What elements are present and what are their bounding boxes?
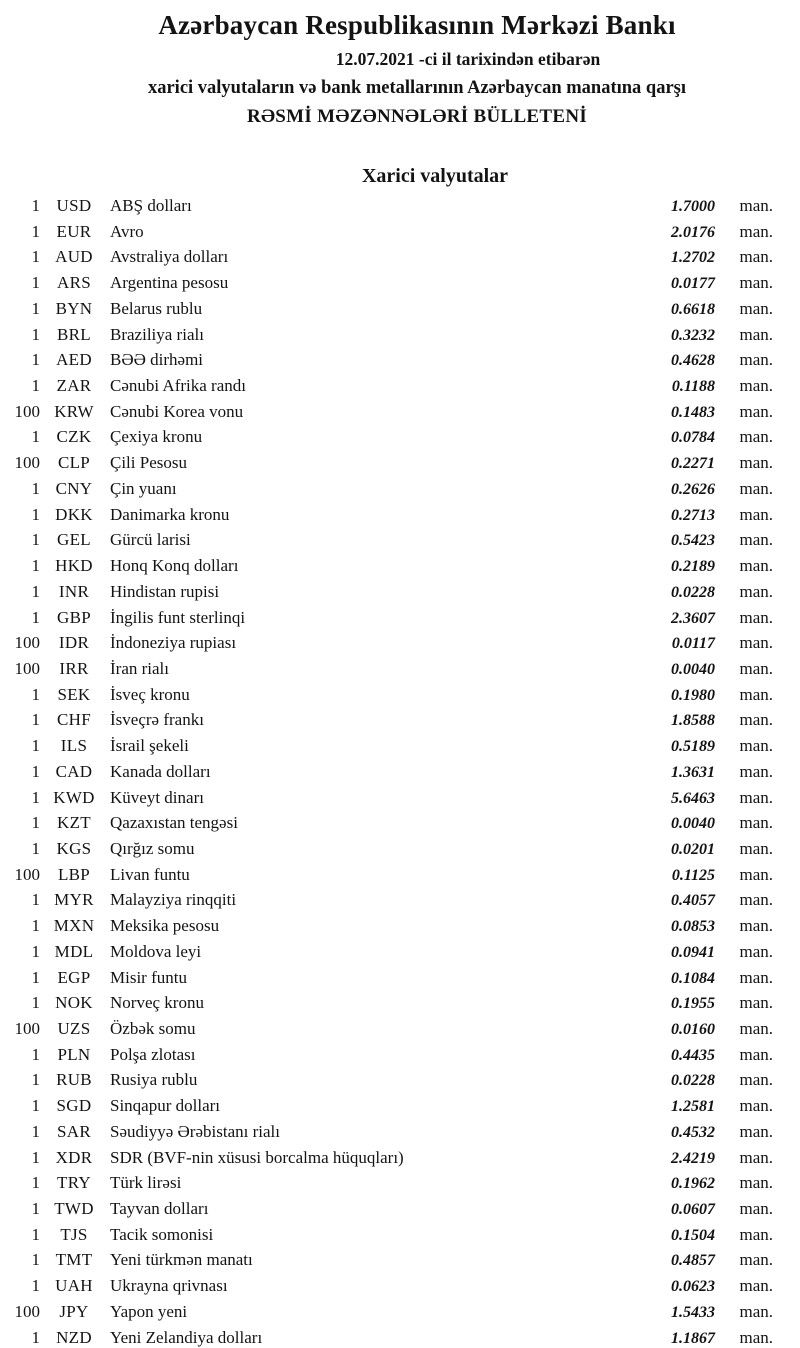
currency-quantity: 1	[31, 813, 40, 833]
currency-quantity: 1	[31, 298, 40, 318]
bank-name-title: Azərbaycan Respublikasının Mərkəzi Bankı	[158, 10, 676, 40]
unit-label: man.	[739, 1147, 773, 1167]
unit-label: man.	[739, 504, 773, 524]
rate-row	[0, 656, 800, 682]
rate-row	[0, 1093, 800, 1119]
currency-quantity: 1	[31, 607, 40, 627]
currency-name: İngilis funt sterlinqi	[110, 607, 246, 627]
currency-quantity: 1	[31, 504, 40, 524]
rate-row	[0, 450, 800, 476]
currency-code: CNY	[55, 478, 93, 498]
currency-name: İsveçrə frankı	[110, 710, 204, 730]
rate-row	[0, 502, 800, 528]
currency-code: SGD	[56, 1096, 92, 1116]
unit-label: man.	[739, 736, 773, 756]
currency-code: ARS	[57, 273, 91, 293]
currency-quantity: 100	[14, 401, 40, 421]
unit-label: man.	[739, 838, 773, 858]
currency-quantity: 1	[31, 1173, 40, 1193]
currency-quantity: 1	[31, 376, 40, 396]
rate-row	[0, 1145, 800, 1171]
unit-label: man.	[739, 941, 773, 961]
rate-row	[0, 270, 800, 296]
unit-label: man.	[739, 350, 773, 370]
rate-row	[0, 862, 800, 888]
currency-name: Ukrayna qrivnası	[110, 1276, 228, 1296]
currency-name: Avstraliya dolları	[110, 247, 229, 267]
unit-label: man.	[739, 1070, 773, 1090]
currency-code: UAH	[55, 1276, 93, 1296]
exchange-rate-value: 0.3232	[671, 326, 715, 344]
currency-quantity: 1	[31, 710, 40, 730]
exchange-rate-value: 0.1504	[671, 1226, 715, 1244]
rate-row	[0, 785, 800, 811]
unit-label: man.	[739, 556, 773, 576]
currency-code: TRY	[57, 1173, 91, 1193]
currency-name: Sinqapur dolları	[110, 1096, 221, 1116]
currency-code: AUD	[55, 247, 93, 267]
exchange-rate-value: 1.8588	[671, 712, 715, 730]
exchange-rate-value: 0.4857	[671, 1252, 715, 1270]
currency-name: Qırğız somu	[110, 838, 195, 858]
unit-label: man.	[739, 1096, 773, 1116]
currency-name: ABŞ dolları	[110, 196, 192, 215]
currency-name: Gürcü larisi	[110, 530, 191, 550]
currency-name: Argentina pesosu	[110, 273, 229, 293]
rate-row	[0, 605, 800, 631]
currency-code: INR	[58, 581, 90, 601]
exchange-rate-value: 1.2581	[671, 1098, 715, 1116]
currency-quantity: 1	[31, 890, 40, 910]
exchange-rate-value: 2.0176	[671, 223, 715, 241]
currency-code: IRR	[59, 658, 89, 678]
currency-code: GEL	[57, 530, 91, 550]
exchange-rate-value: 0.1980	[671, 686, 715, 704]
exchange-rate-value: 5.6463	[671, 789, 715, 807]
currency-code: RUB	[56, 1070, 92, 1090]
unit-label: man.	[739, 1199, 773, 1219]
section-title-foreign-currencies: Xarici valyutalar	[361, 165, 509, 187]
unit-label: man.	[739, 1121, 773, 1141]
currency-code: KWD	[53, 787, 95, 807]
rate-row	[0, 1067, 800, 1093]
exchange-rate-value: 0.0160	[671, 1021, 715, 1038]
unit-label: man.	[739, 813, 773, 833]
rate-row	[0, 707, 800, 733]
currency-quantity: 1	[31, 787, 40, 807]
exchange-rate-value: 2.4219	[671, 1149, 715, 1167]
currency-quantity: 1	[31, 967, 40, 987]
exchange-rate-value: 0.1955	[671, 995, 715, 1013]
unit-label: man.	[739, 298, 773, 318]
exchange-rate-value: 0.0040	[671, 815, 715, 833]
exchange-rate-value: 1.5433	[671, 1303, 715, 1321]
rate-row	[0, 836, 800, 862]
exchange-rate-value: 0.2626	[671, 480, 715, 498]
currency-code: AED	[56, 350, 92, 370]
currency-code: DKK	[55, 504, 93, 524]
currency-name: Çili Pesosu	[110, 453, 187, 473]
currency-code: SAR	[57, 1121, 91, 1141]
currency-quantity: 1	[31, 916, 40, 936]
unit-label: man.	[739, 1276, 773, 1296]
exchange-rate-value: 0.0941	[671, 943, 715, 961]
currency-quantity: 1	[31, 1121, 40, 1141]
currency-quantity: 1	[31, 530, 40, 550]
currency-quantity: 100	[14, 864, 40, 884]
currency-name: Belarus rublu	[110, 298, 203, 318]
rate-row	[0, 1170, 800, 1196]
currency-code: PLN	[57, 1044, 91, 1064]
rate-row	[0, 1042, 800, 1068]
unit-label: man.	[739, 1250, 773, 1270]
exchange-rate-value: 0.5423	[671, 532, 715, 550]
unit-label: man.	[739, 658, 773, 678]
currency-name: Yeni Zelandiya dolları	[110, 1327, 263, 1347]
currency-name: Tacik somonisi	[110, 1224, 214, 1244]
unit-label: man.	[739, 273, 773, 293]
unit-label: man.	[739, 684, 773, 704]
exchange-rate-value: 0.0040	[671, 660, 715, 678]
currency-name: Livan funtu	[110, 864, 190, 884]
exchange-rate-value: 0.0177	[671, 275, 715, 293]
currency-name: Tayvan dolları	[110, 1199, 209, 1219]
currency-name: Cənubi Afrika randı	[110, 376, 246, 396]
currency-name: Avro	[110, 221, 144, 241]
exchange-rate-value: 0.1483	[671, 403, 715, 421]
currency-code: NZD	[56, 1327, 92, 1347]
bulletin-subtitle: xarici valyutaların və bank metallarının Azərbaycan manatına qarşı	[147, 78, 687, 98]
rate-row	[0, 579, 800, 605]
unit-label: man.	[739, 1173, 773, 1193]
currency-code: MXN	[53, 916, 95, 936]
exchange-rate-value: 1.2702	[671, 249, 715, 267]
unit-label: man.	[739, 324, 773, 344]
rate-row	[0, 1299, 800, 1325]
unit-label: man.	[739, 221, 773, 241]
currency-code: SEK	[57, 684, 91, 704]
currency-code: MDL	[54, 941, 94, 961]
currency-quantity: 100	[14, 1301, 40, 1321]
currency-name: Özbək somu	[110, 1019, 196, 1038]
currency-code: TJS	[60, 1224, 88, 1244]
currency-name: Hindistan rupisi	[110, 581, 220, 601]
exchange-rate-value: 0.0201	[671, 840, 715, 858]
currency-code: KZT	[57, 813, 91, 833]
unit-label: man.	[739, 710, 773, 730]
rate-row	[0, 810, 800, 836]
rate-row	[0, 373, 800, 399]
unit-label: man.	[739, 427, 773, 447]
rate-row	[0, 1247, 800, 1273]
unit-label: man.	[739, 196, 773, 215]
rate-row	[0, 682, 800, 708]
currency-code: USD	[56, 196, 92, 215]
currency-name: Yapon yeni	[110, 1301, 188, 1321]
rate-row	[0, 1119, 800, 1145]
currency-code: TWD	[54, 1199, 94, 1219]
exchange-rate-value: 0.4435	[671, 1046, 715, 1064]
rate-row	[0, 1196, 800, 1222]
currency-quantity: 1	[31, 1147, 40, 1167]
exchange-rate-value: 1.7000	[671, 198, 715, 215]
currency-code: LBP	[57, 864, 91, 884]
exchange-rate-value: 0.2189	[671, 558, 715, 576]
currency-quantity: 1	[31, 273, 40, 293]
currency-name: Çin yuanı	[110, 478, 177, 498]
currency-name: BƏƏ dirhəmi	[110, 350, 204, 370]
currency-code: BYN	[55, 298, 93, 318]
unit-label: man.	[739, 1224, 773, 1244]
currency-code: EGP	[57, 967, 91, 987]
currency-quantity: 100	[14, 658, 40, 678]
currency-name: Polşa zlotası	[110, 1044, 196, 1064]
currency-code: HKD	[55, 556, 93, 576]
currency-quantity: 100	[14, 453, 40, 473]
rate-row	[0, 219, 800, 245]
unit-label: man.	[739, 864, 773, 884]
exchange-rate-value: 0.0784	[671, 429, 715, 447]
rate-row	[0, 1273, 800, 1299]
currency-code: ILS	[60, 736, 88, 756]
currency-name: Yeni türkmən manatı	[110, 1250, 253, 1270]
currency-name: Çexiya kronu	[110, 427, 203, 447]
rate-row	[0, 193, 800, 219]
currency-quantity: 1	[31, 761, 40, 781]
currency-code: GBP	[57, 607, 91, 627]
unit-label: man.	[739, 890, 773, 910]
currency-code: ZAR	[56, 376, 92, 396]
rate-row	[0, 1016, 800, 1042]
currency-name: Meksika pesosu	[110, 916, 220, 936]
exchange-rate-value: 0.0228	[671, 1072, 715, 1090]
currency-name: Türk lirəsi	[110, 1173, 182, 1193]
unit-label: man.	[739, 478, 773, 498]
rate-row	[0, 553, 800, 579]
currency-name: Honq Konq dolları	[110, 556, 239, 576]
rate-row	[0, 244, 800, 270]
unit-label: man.	[739, 633, 773, 653]
currency-code: CLP	[57, 453, 91, 473]
unit-label: man.	[739, 761, 773, 781]
currency-code: CZK	[56, 427, 92, 447]
rate-row	[0, 733, 800, 759]
currency-code: IDR	[58, 633, 90, 653]
currency-quantity: 1	[31, 221, 40, 241]
rate-row	[0, 939, 800, 965]
exchange-rate-value: 0.5189	[671, 738, 715, 756]
currency-name: Malayziya rinqqiti	[110, 890, 237, 910]
currency-quantity: 1	[31, 1276, 40, 1296]
unit-label: man.	[739, 916, 773, 936]
rate-row	[0, 913, 800, 939]
unit-label: man.	[739, 401, 773, 421]
currency-code: BRL	[57, 324, 91, 344]
unit-label: man.	[739, 607, 773, 627]
currency-name: Braziliya rialı	[110, 324, 204, 344]
exchange-rate-value: 1.3631	[671, 763, 715, 781]
exchange-rate-value: 0.0623	[671, 1278, 715, 1296]
currency-quantity: 1	[31, 247, 40, 267]
currency-name: Danimarka kronu	[110, 504, 230, 524]
exchange-rate-value: 0.1125	[671, 866, 715, 884]
currency-quantity: 1	[31, 1327, 40, 1347]
currency-quantity: 1	[31, 324, 40, 344]
currency-quantity: 1	[31, 427, 40, 447]
unit-label: man.	[739, 967, 773, 987]
rate-row	[0, 630, 800, 656]
currency-name: Qazaxıstan tengəsi	[110, 813, 238, 833]
rate-row	[0, 990, 800, 1016]
currency-code: CHF	[57, 710, 91, 730]
currency-name: Misir funtu	[110, 967, 187, 987]
currency-quantity: 1	[31, 993, 40, 1013]
rate-row	[0, 424, 800, 450]
exchange-rate-value: 0.0607	[671, 1201, 715, 1219]
currency-name: İran rialı	[110, 658, 169, 678]
rate-row	[0, 399, 800, 425]
currency-code: UZS	[57, 1019, 91, 1038]
rate-row	[0, 1325, 800, 1348]
exchange-rate-value: 0.4057	[671, 892, 715, 910]
currency-code: XDR	[55, 1147, 93, 1167]
rate-row	[0, 347, 800, 373]
currency-quantity: 1	[31, 1224, 40, 1244]
exchange-rate-value: 0.6618	[671, 300, 715, 318]
currency-code: JPY	[59, 1301, 89, 1321]
currency-quantity: 100	[14, 633, 40, 653]
unit-label: man.	[739, 530, 773, 550]
rate-row	[0, 887, 800, 913]
currency-quantity: 1	[31, 941, 40, 961]
exchange-rate-value: 0.1084	[671, 969, 715, 987]
unit-label: man.	[739, 1019, 773, 1038]
unit-label: man.	[739, 1327, 773, 1347]
rate-row	[0, 476, 800, 502]
exchange-rate-value: 1.1867	[671, 1329, 715, 1347]
unit-label: man.	[739, 1301, 773, 1321]
currency-quantity: 1	[31, 1199, 40, 1219]
rates-table	[0, 193, 800, 1348]
currency-code: KGS	[56, 838, 92, 858]
currency-name: Küveyt dinarı	[110, 787, 204, 807]
unit-label: man.	[739, 581, 773, 601]
currency-code: TMT	[55, 1250, 93, 1270]
exchange-rate-value: 0.2713	[671, 506, 715, 524]
rate-row	[0, 1222, 800, 1248]
currency-name: Moldova leyi	[110, 941, 202, 961]
currency-code: MYR	[54, 890, 94, 910]
currency-code: NOK	[55, 993, 93, 1013]
exchange-rate-value: 2.3607	[671, 609, 715, 627]
unit-label: man.	[739, 787, 773, 807]
unit-label: man.	[739, 1044, 773, 1064]
exchange-rate-value: 0.2271	[671, 455, 715, 473]
currency-quantity: 1	[31, 684, 40, 704]
currency-quantity: 1	[31, 478, 40, 498]
exchange-rate-value: 0.0228	[671, 583, 715, 601]
exchange-rate-value: 0.1962	[671, 1175, 715, 1193]
currency-quantity: 1	[31, 581, 40, 601]
currency-quantity: 1	[31, 736, 40, 756]
currency-quantity: 1	[31, 350, 40, 370]
effective-date-line: 12.07.2021 -ci il tarixindən etibarən	[335, 49, 601, 69]
currency-code: EUR	[56, 221, 92, 241]
rate-row	[0, 527, 800, 553]
currency-quantity: 1	[31, 1044, 40, 1064]
currency-code: CAD	[55, 761, 93, 781]
bulletin-title: RƏSMİ MƏZƏNNƏLƏRİ BÜLLETENİ	[246, 106, 588, 127]
unit-label: man.	[739, 247, 773, 267]
currency-name: SDR (BVF-nin xüsusi borcalma hüquqları)	[110, 1147, 404, 1167]
bulletin-header	[0, 0, 800, 188]
currency-quantity: 1	[31, 196, 40, 215]
exchange-rate-value: 0.0853	[671, 918, 715, 936]
currency-quantity: 1	[31, 1096, 40, 1116]
currency-name: İsrail şekeli	[110, 736, 189, 756]
currency-name: Kanada dolları	[110, 761, 211, 781]
currency-quantity: 1	[31, 1250, 40, 1270]
exchange-rate-value: 0.0117	[671, 635, 715, 653]
currency-name: Norveç kronu	[110, 993, 204, 1013]
exchange-rate-value: 0.1188	[671, 378, 715, 396]
rate-row	[0, 322, 800, 348]
currency-name: İsveç kronu	[110, 684, 190, 704]
rate-row	[0, 759, 800, 785]
unit-label: man.	[739, 993, 773, 1013]
currency-quantity: 1	[31, 556, 40, 576]
exchange-rate-value: 0.4628	[671, 352, 715, 370]
currency-quantity: 1	[31, 1070, 40, 1090]
currency-quantity: 1	[31, 838, 40, 858]
exchange-rate-value: 0.4532	[671, 1123, 715, 1141]
unit-label: man.	[739, 376, 773, 396]
currency-name: İndoneziya rupiası	[110, 633, 237, 653]
unit-label: man.	[739, 453, 773, 473]
currency-name: Rusiya rublu	[110, 1070, 198, 1090]
rate-row	[0, 296, 800, 322]
currency-quantity: 100	[14, 1019, 40, 1038]
currency-name: Cənubi Korea vonu	[110, 401, 244, 421]
rate-row	[0, 965, 800, 991]
currency-code: KRW	[54, 401, 94, 421]
currency-name: Səudiyyə Ərəbistanı rialı	[110, 1121, 280, 1141]
